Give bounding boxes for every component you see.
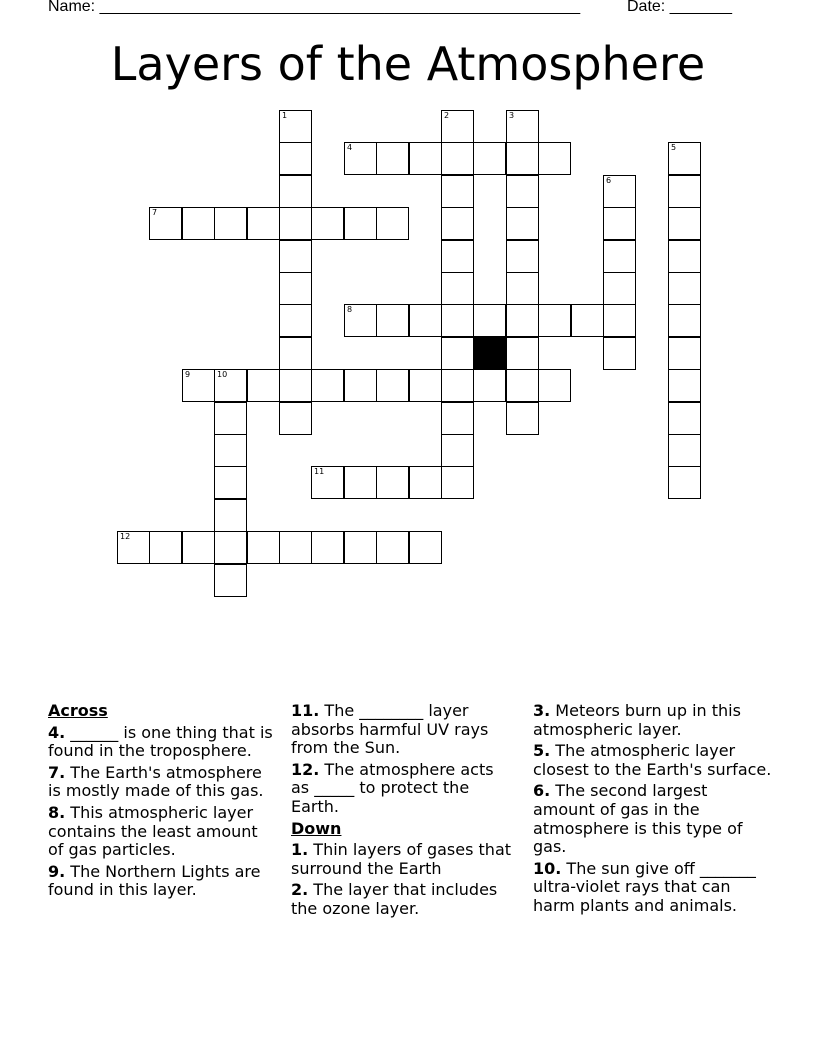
grid-cell[interactable] [603, 240, 636, 273]
clue-number-label: 6 [606, 176, 612, 185]
grid-cell[interactable] [311, 466, 344, 499]
clue-text: Thin layers of gases that surround the Earth [291, 840, 512, 878]
grid-cell[interactable] [473, 142, 506, 175]
clue-across-8 [48, 804, 273, 860]
grid-cell[interactable] [279, 240, 312, 273]
grid-cell[interactable] [441, 272, 474, 305]
clue-text: The ________ layer absorbs harmful UV rays from the Sun. [291, 701, 489, 758]
grid-cell[interactable] [668, 272, 701, 305]
black-cell [473, 337, 506, 370]
clue-number-label: 4 [347, 143, 353, 152]
grid-cell[interactable] [506, 240, 539, 273]
grid-cell[interactable] [538, 304, 571, 337]
clue-number-label: 8 [347, 305, 353, 314]
clue-number: 5. [533, 741, 551, 761]
clue-number: 4. [48, 722, 66, 742]
clue-column-3 [533, 702, 773, 919]
clue-number: 12. [291, 759, 320, 779]
grid-cell[interactable] [279, 531, 312, 564]
grid-cell[interactable] [376, 531, 409, 564]
grid-cell[interactable] [279, 110, 312, 143]
grid-cell[interactable] [668, 240, 701, 273]
grid-cell[interactable] [506, 142, 539, 175]
grid-cell[interactable] [182, 369, 215, 402]
grid-cell[interactable] [214, 369, 247, 402]
clue-across-9 [48, 863, 273, 900]
grid-cell[interactable] [603, 175, 636, 208]
grid-cell[interactable] [441, 369, 474, 402]
grid-cell[interactable] [538, 142, 571, 175]
grid-cell[interactable] [344, 531, 377, 564]
grid-cell[interactable] [668, 466, 701, 499]
grid-cell[interactable] [668, 434, 701, 467]
clue-across-4 [48, 724, 273, 761]
grid-cell[interactable] [506, 207, 539, 240]
clue-number: 7. [48, 762, 66, 782]
grid-cell[interactable] [506, 110, 539, 143]
clue-column-2 [291, 702, 516, 922]
grid-cell[interactable] [214, 466, 247, 499]
grid-cell[interactable] [473, 369, 506, 402]
clue-text: Meteors burn up in this atmospheric layer. [533, 701, 741, 739]
grid-cell[interactable] [376, 207, 409, 240]
grid-cell[interactable] [311, 369, 344, 402]
clue-number: 8. [48, 802, 66, 822]
clue-number-label: 7 [152, 208, 158, 217]
grid-cell[interactable] [279, 402, 312, 435]
grid-cell[interactable] [344, 142, 377, 175]
grid-cell[interactable] [344, 304, 377, 337]
grid-cell[interactable] [344, 466, 377, 499]
grid-cell[interactable] [279, 175, 312, 208]
grid-cell[interactable] [214, 499, 247, 532]
grid-cell[interactable] [668, 337, 701, 370]
clue-across-12 [291, 761, 516, 817]
grid-cell[interactable] [668, 207, 701, 240]
grid-cell[interactable] [441, 304, 474, 337]
down-heading: Down [291, 818, 342, 838]
grid-cell[interactable] [247, 531, 280, 564]
grid-cell[interactable] [571, 304, 604, 337]
grid-cell[interactable] [506, 272, 539, 305]
clue-number-label: 2 [444, 111, 450, 120]
clue-down-5 [533, 742, 773, 779]
grid-cell[interactable] [441, 240, 474, 273]
grid-cell[interactable] [376, 142, 409, 175]
grid-cell[interactable] [538, 369, 571, 402]
grid-cell[interactable] [247, 369, 280, 402]
grid-cell[interactable] [182, 207, 215, 240]
clue-number: 11. [291, 701, 320, 720]
clue-number: 10. [533, 858, 562, 878]
grid-cell[interactable] [473, 304, 506, 337]
grid-cell[interactable] [506, 369, 539, 402]
page-title: Layers of the Atmosphere [110, 37, 706, 91]
grid-cell[interactable] [506, 175, 539, 208]
grid-cell[interactable] [441, 402, 474, 435]
grid-cell[interactable] [441, 142, 474, 175]
grid-cell[interactable] [441, 207, 474, 240]
grid-cell[interactable] [668, 142, 701, 175]
clue-number-label: 5 [671, 143, 677, 152]
clue-number-label: 3 [509, 111, 515, 120]
grid-cell[interactable] [311, 207, 344, 240]
grid-cell[interactable] [668, 304, 701, 337]
clue-across-7 [48, 764, 273, 801]
clue-text: The sun give off _______ ultra-violet rays that can harm plants and animals. [533, 858, 756, 915]
clue-down-10 [533, 860, 773, 916]
clue-down-6 [533, 782, 773, 856]
grid-cell[interactable] [376, 304, 409, 337]
grid-cell[interactable] [214, 434, 247, 467]
grid-cell[interactable] [344, 369, 377, 402]
clue-number-label: 12 [120, 532, 131, 541]
clue-number-label: 11 [314, 467, 325, 476]
clue-number-label: 1 [282, 111, 288, 120]
clue-number: 3. [533, 701, 551, 720]
grid-cell[interactable] [117, 531, 150, 564]
clue-across-11 [291, 702, 516, 758]
grid-cell[interactable] [441, 337, 474, 370]
clue-down-3 [533, 702, 773, 739]
across-heading: Across [48, 701, 108, 720]
clue-number-label: 9 [185, 370, 191, 379]
grid-cell[interactable] [279, 272, 312, 305]
grid-cell[interactable] [441, 434, 474, 467]
grid-cell[interactable] [668, 369, 701, 402]
grid-cell[interactable] [214, 531, 247, 564]
grid-cell[interactable] [441, 466, 474, 499]
grid-cell[interactable] [603, 207, 636, 240]
clue-text: The atmosphere acts as _____ to protect the Earth. [291, 759, 494, 816]
grid-cell[interactable] [409, 466, 442, 499]
grid-cell[interactable] [409, 531, 442, 564]
clue-number: 9. [48, 861, 66, 881]
grid-cell[interactable] [376, 369, 409, 402]
grid-cell[interactable] [279, 207, 312, 240]
grid-cell[interactable] [279, 142, 312, 175]
clue-text: The Northern Lights are found in this layer. [48, 861, 261, 900]
grid-cell[interactable] [506, 337, 539, 370]
grid-cell[interactable] [182, 531, 215, 564]
grid-cell[interactable] [311, 531, 344, 564]
clue-down-2 [291, 881, 516, 918]
grid-cell[interactable] [149, 207, 182, 240]
clue-column-1 [48, 702, 273, 903]
grid-cell[interactable] [214, 207, 247, 240]
clue-down-1 [291, 841, 516, 878]
clue-text: The atmospheric layer closest to the Earth's surface. [533, 741, 772, 779]
grid-cell[interactable] [344, 207, 377, 240]
clue-number: 1. [291, 840, 309, 860]
grid-cell[interactable] [214, 564, 247, 597]
clue-number: 2. [291, 880, 309, 900]
grid-cell[interactable] [603, 304, 636, 337]
grid-cell[interactable] [603, 337, 636, 370]
grid-cell[interactable] [409, 142, 442, 175]
date-line: Date: _______ [627, 0, 732, 15]
grid-cell[interactable] [214, 402, 247, 435]
grid-cell[interactable] [279, 369, 312, 402]
grid-cell[interactable] [506, 402, 539, 435]
clue-text: This atmospheric layer contains the least amount of gas particles. [48, 802, 258, 860]
grid-cell[interactable] [376, 466, 409, 499]
grid-cell[interactable] [279, 337, 312, 370]
clue-text: The second largest amount of gas in the atmosphere is this type of gas. [533, 781, 743, 857]
clue-text: The layer that includes the ozone layer. [291, 880, 498, 918]
clue-text: ______ is one thing that is found in the troposphere. [48, 722, 273, 761]
grid-cell[interactable] [279, 304, 312, 337]
clue-number: 6. [533, 781, 551, 801]
grid-cell[interactable] [506, 304, 539, 337]
clue-text: The Earth's atmosphere is mostly made of this gas. [48, 762, 264, 801]
grid-cell[interactable] [441, 110, 474, 143]
grid-cell[interactable] [149, 531, 182, 564]
grid-cell[interactable] [409, 304, 442, 337]
grid-cell[interactable] [668, 402, 701, 435]
grid-cell[interactable] [441, 175, 474, 208]
clue-number-label: 10 [217, 370, 228, 379]
grid-cell[interactable] [603, 272, 636, 305]
grid-cell[interactable] [668, 175, 701, 208]
grid-cell[interactable] [247, 207, 280, 240]
grid-cell[interactable] [409, 369, 442, 402]
name-line: Name: ______________________________________________________ [48, 0, 581, 15]
